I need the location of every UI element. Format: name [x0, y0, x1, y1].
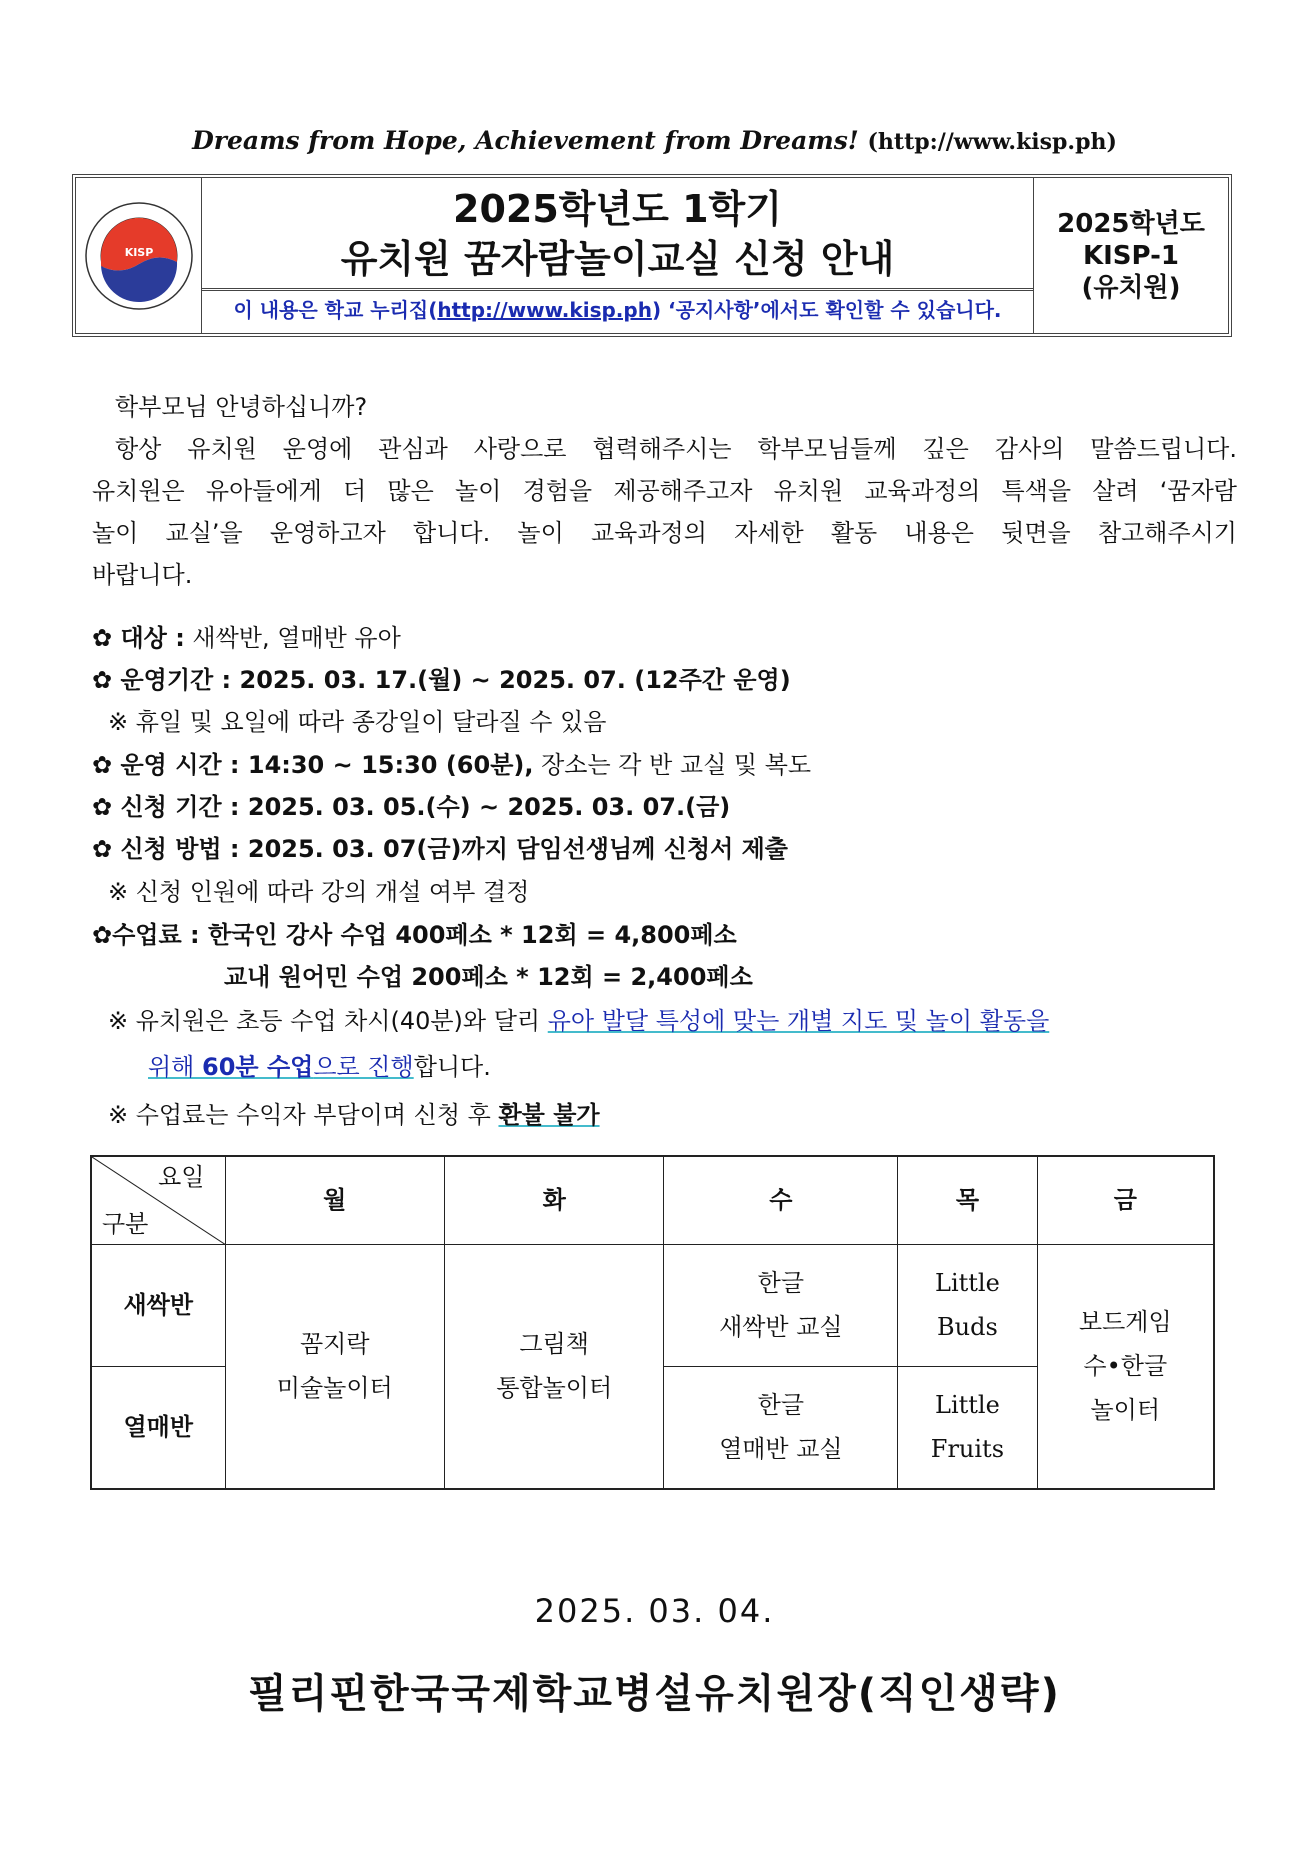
motto-text: Dreams from Hope, Achievement from Dreams!: [192, 126, 859, 155]
cell-text: Fruits: [930, 1435, 1005, 1464]
time-label: ✿ 운영 시간 : 14:30 ~ 15:30 (60분),: [92, 751, 534, 779]
school-motto: [0, 126, 1309, 155]
class-note-2: [148, 1052, 1293, 1082]
kisp-logo-icon: [83, 200, 195, 312]
wed-cell: [664, 1366, 898, 1489]
document-title: [202, 178, 1033, 291]
note-highlight: 으로 진행: [313, 1053, 414, 1081]
apply-note: ※ 신청 인원에 따라 강의 개설 여부 결정: [108, 878, 530, 906]
day-header: 금: [1037, 1156, 1214, 1244]
paragraph-line: 놀이 교실’을 운영하고자 합니다. 놀이 교육과정의 자세한 활동 내용은 뒷면을 참고해주시기: [92, 519, 1237, 547]
row-label: 새싹반: [91, 1244, 225, 1366]
cell-text: 보드게임: [1078, 1308, 1172, 1337]
table-header-row: [91, 1156, 1214, 1244]
paragraph-line: 유치원은 유아들에게 더 많은 놀이 경험을 제공해주고자 유치원 교육과정의 특색을 살려 ‘꿈자람: [92, 477, 1237, 505]
note-text: 합니다.: [413, 1053, 491, 1081]
paragraph-line: 바랍니다.: [92, 561, 193, 589]
doc-code: KISP-1: [1082, 240, 1180, 271]
time-value: 장소는 각 반 교실 및 복도: [533, 751, 812, 779]
notice-line: [202, 291, 1033, 329]
cell-text: 놀이터: [1090, 1396, 1161, 1425]
day-header: 목: [898, 1156, 1037, 1244]
wed-cell: [664, 1244, 898, 1366]
notice-post: ) ‘공지사항’에서도 확인할 수 있습니다.: [651, 298, 1002, 322]
refund-note: [108, 1100, 1253, 1130]
target-label: ✿ 대상 :: [92, 624, 185, 652]
doc-year: 2025학년도: [1057, 208, 1205, 239]
time-item: [92, 750, 1237, 780]
apply-method-item: ✿ 신청 방법 : 2025. 03. 07(금)까지 담임선생님께 신청서 제출: [92, 835, 788, 863]
title-line-1: 2025학년도 1학기: [453, 187, 782, 231]
mon-cell: [225, 1244, 444, 1489]
no-refund: 환불 불가: [498, 1101, 600, 1129]
cell-text: Little: [935, 1269, 1000, 1298]
notice-pre: 이 내용은 학교 누리집(: [233, 298, 438, 322]
doc-dept: (유치원): [1081, 272, 1181, 303]
note-text: ※ 유치원은 초등 수업 차시(40분)와 달리: [108, 1007, 548, 1035]
corner-top-label: 요일: [158, 1163, 205, 1191]
thu-cell: [898, 1244, 1037, 1366]
paragraph-line: 항상 유치원 운영에 관심과 사랑으로 협력해주시는 학부모님들께 깊은 감사의 말씀드립니다.: [115, 435, 1237, 463]
school-logo: [76, 178, 202, 333]
cell-text: Buds: [937, 1313, 998, 1342]
table-row: [91, 1244, 1214, 1366]
day-header: 수: [664, 1156, 898, 1244]
class-note-1: [108, 1006, 1253, 1036]
fee-line-1: ✿수업료 : 한국인 강사 수업 400페소 * 12회 = 4,800페소: [92, 921, 737, 949]
logo-text: KISP: [124, 245, 153, 259]
greeting: 학부모님 안녕하십니까?: [115, 393, 368, 421]
cell-text: 미술놀이터: [276, 1374, 393, 1403]
thu-cell: [898, 1366, 1037, 1489]
corner-cell: [91, 1156, 225, 1244]
cell-text: 그림책: [519, 1330, 589, 1359]
fee-line-2: 교내 원어민 수업 200페소 * 12회 = 2,400페소: [224, 963, 753, 991]
apply-period-item: ✿ 신청 기간 : 2025. 03. 05.(수) ~ 2025. 03. 07.(금): [92, 793, 731, 821]
document-date: 2025. 03. 04.: [534, 1592, 775, 1630]
motto-url: (http://www.kisp.ph): [867, 129, 1117, 155]
title-line-2: 유치원 꿈자람놀이교실 신청 안내: [340, 237, 895, 281]
school-website-link[interactable]: http://www.kisp.ph: [437, 298, 652, 322]
cell-text: 한글: [757, 1391, 805, 1420]
corner-bottom-label: 구분: [102, 1209, 149, 1238]
cell-text: 열매반 교실: [719, 1435, 843, 1464]
document-code: [1034, 178, 1228, 333]
row-label: 열매반: [91, 1366, 225, 1489]
schedule-table: [90, 1155, 1215, 1490]
cell-text: Little: [935, 1391, 1000, 1420]
day-header: 월: [225, 1156, 444, 1244]
cell-text: 새싹반 교실: [719, 1313, 843, 1342]
cell-text: 수•한글: [1083, 1352, 1168, 1381]
period-item: ✿ 운영기간 : 2025. 03. 17.(월) ~ 2025. 07. (12주간 운영): [92, 666, 791, 694]
period-note: ※ 휴일 및 요일에 따라 종강일이 달라질 수 있음: [108, 708, 607, 736]
fri-cell: [1037, 1244, 1214, 1489]
tue-cell: [444, 1244, 663, 1489]
cell-text: 꼼지락: [299, 1330, 370, 1359]
note-highlight-bold: 60분 수업: [202, 1053, 314, 1081]
target-item: [92, 623, 1237, 653]
day-header: 화: [444, 1156, 663, 1244]
document-header: [72, 174, 1232, 337]
note-highlight: 위해: [148, 1053, 202, 1081]
note-text: ※ 수업료는 수익자 부담이며 신청 후: [108, 1101, 499, 1129]
cell-text: 한글: [757, 1269, 805, 1298]
cell-text: 통합놀이터: [496, 1374, 613, 1403]
target-value: 새싹반, 열매반 유아: [184, 624, 401, 652]
note-highlight: 유아 발달 특성에 맞는 개별 지도 및 놀이 활동을: [547, 1007, 1050, 1035]
signature: 필리핀한국국제학교병설유치원장(직인생략): [248, 1671, 1061, 1717]
